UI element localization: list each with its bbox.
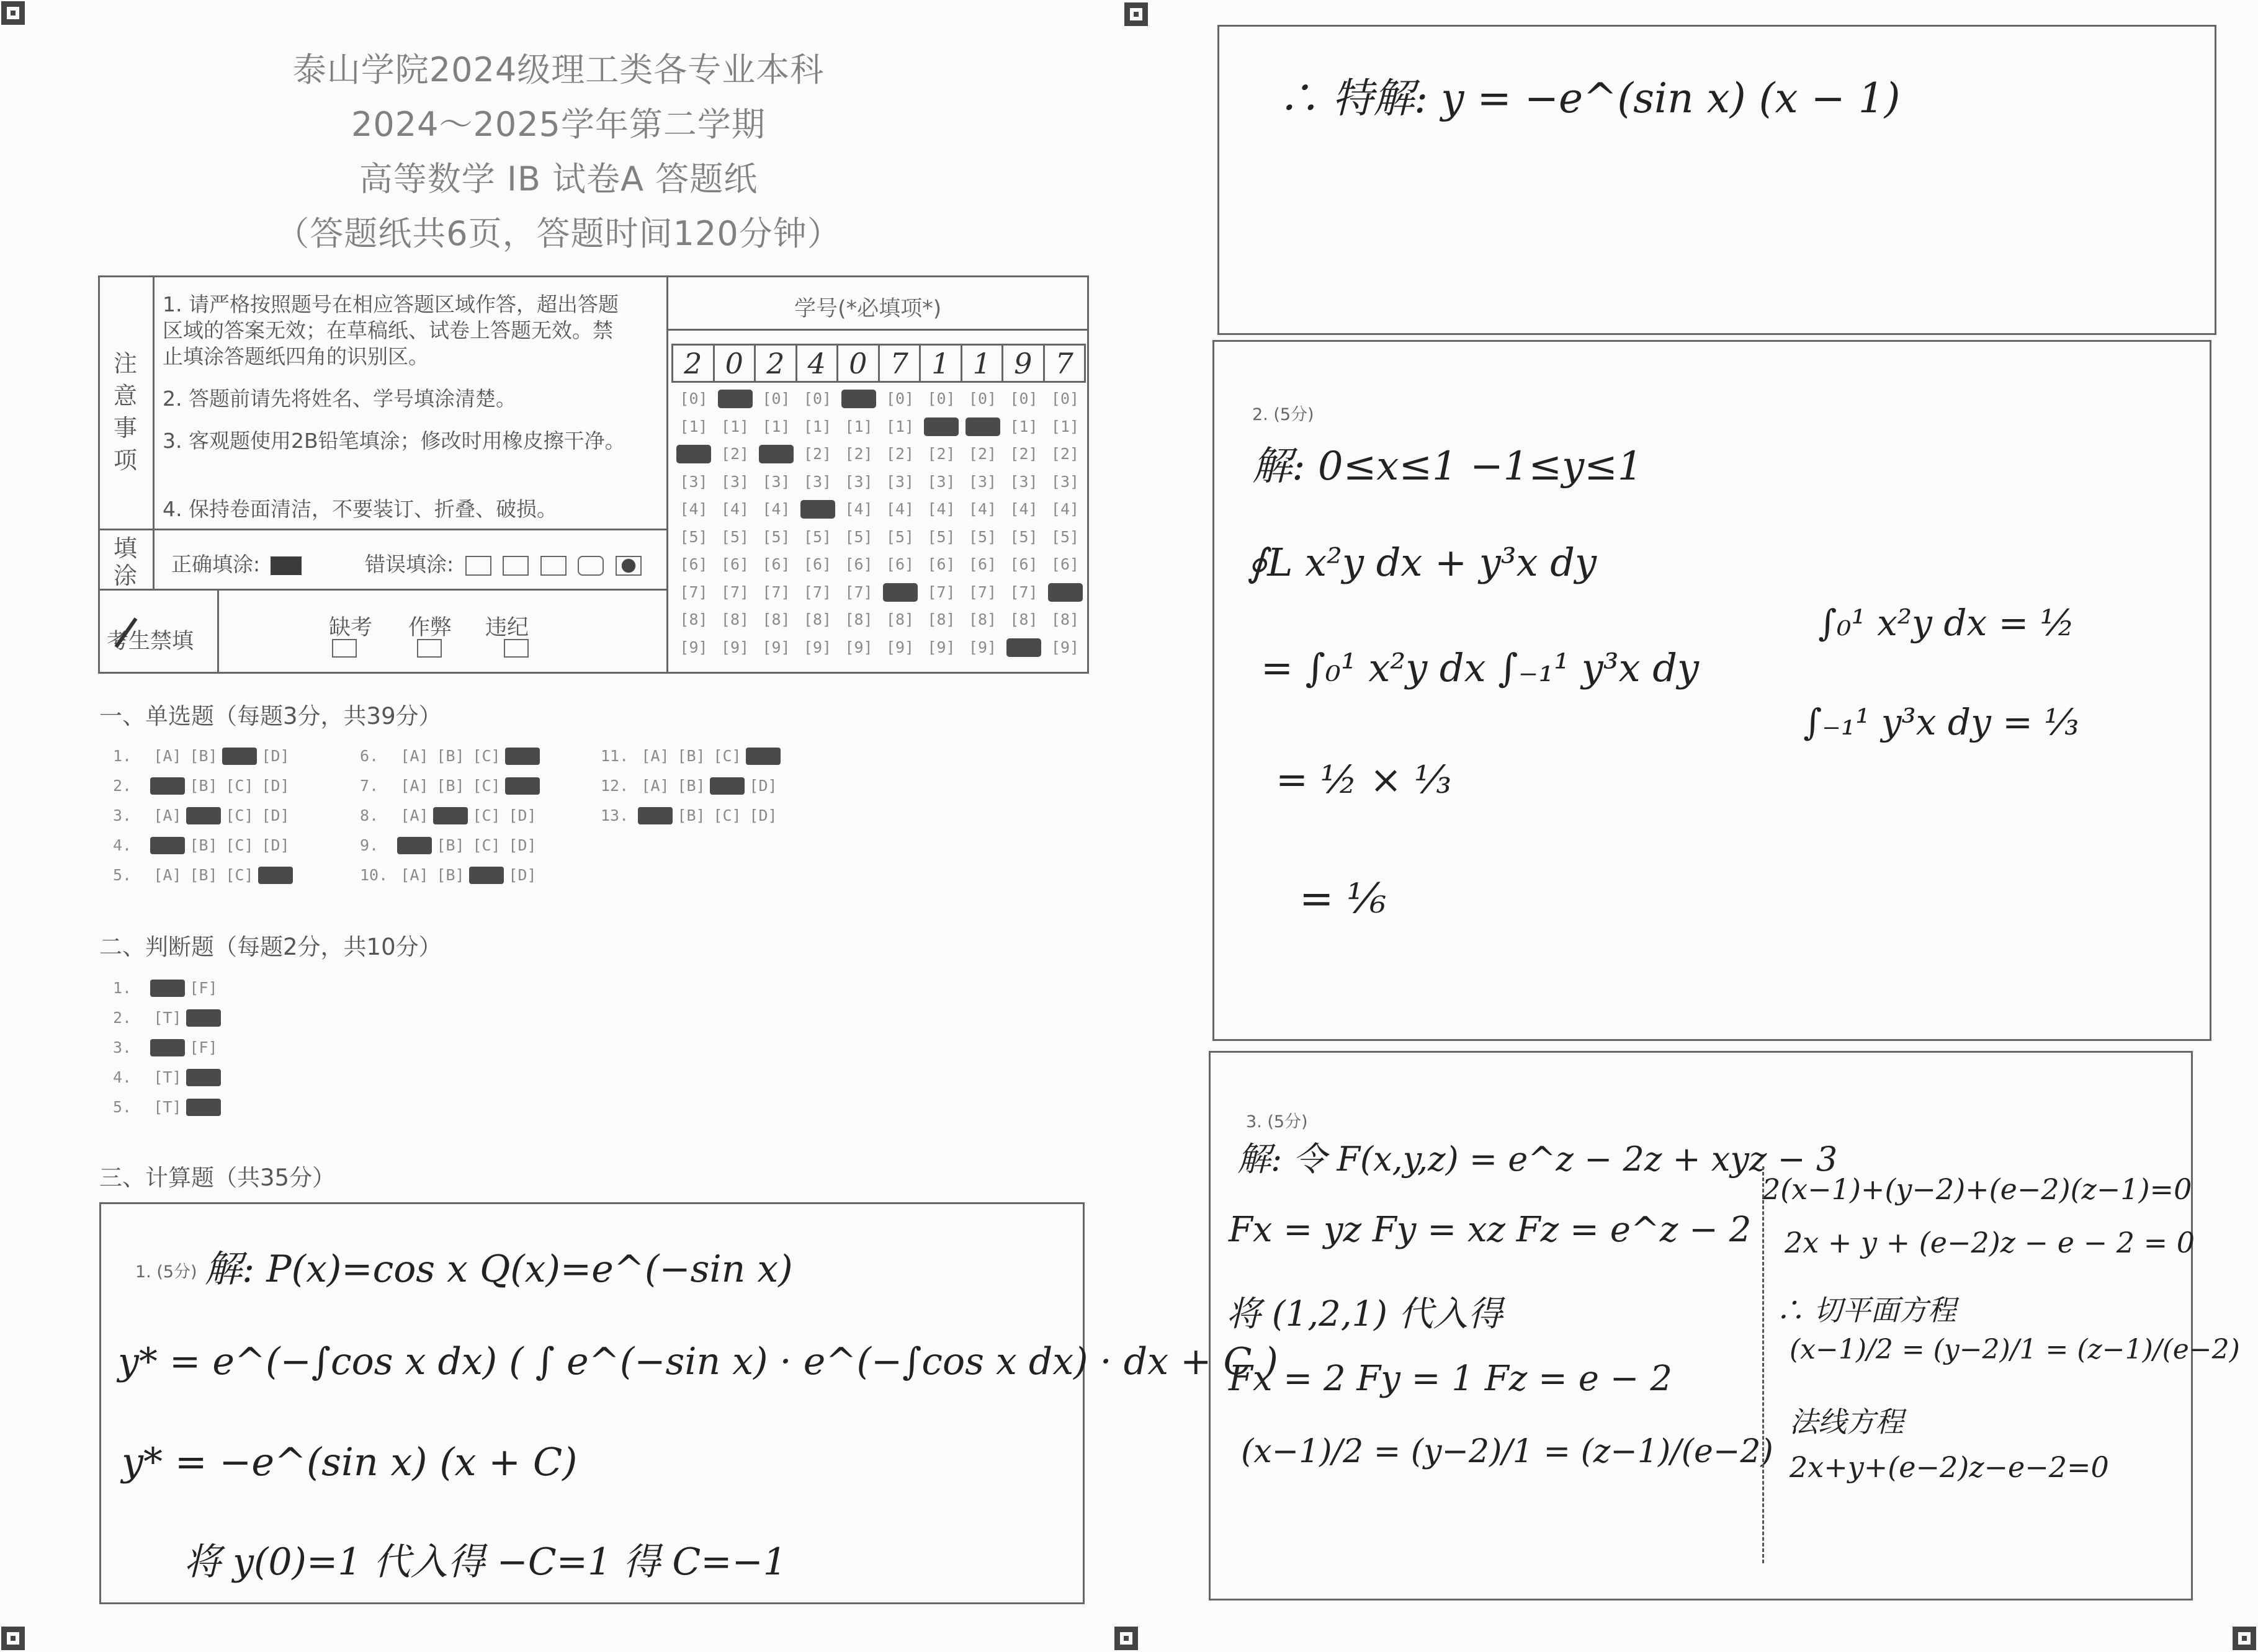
option-bubble-b[interactable]: [B]	[436, 747, 465, 765]
notice-item-1: 1. 请严格按照题号在相应答题区域作答，超出答题区域的答案无效；在草稿纸、试卷上答题无效。禁止填涂答题纸四角的识别区。	[163, 292, 619, 368]
student-id-bubble[interactable]	[676, 445, 711, 463]
q3-line2: Fx = yz Fy = xz Fz = e^z − 2	[1229, 1210, 1752, 1250]
option-bubble-c[interactable]: [C]	[713, 747, 741, 765]
wrong-fill-circle-icon	[578, 556, 604, 576]
single-choice-question	[113, 866, 294, 884]
student-id-bubble[interactable]: [4]	[1010, 500, 1038, 518]
student-id-bubble[interactable]	[883, 583, 918, 602]
student-id-bubble[interactable]: [3]	[720, 472, 750, 491]
student-id-digit-1: 2	[673, 345, 715, 382]
student-id-bubble[interactable]: [4]	[720, 500, 750, 518]
violation-label: 违纪	[485, 615, 529, 640]
option-bubble-a[interactable]: [A]	[641, 747, 670, 765]
true-false-question	[113, 1068, 222, 1086]
corner-marker-bottom-left	[1, 1627, 25, 1650]
student-id-bubble[interactable]: [2]	[845, 445, 873, 463]
section1-title: 一、单选题（每题3分，共39分）	[99, 703, 442, 730]
student-id-bubble[interactable]: [7]	[968, 583, 997, 601]
option-bubble-d[interactable]	[505, 748, 540, 765]
option-bubble-c[interactable]: [C]	[472, 836, 501, 854]
option-bubble-d[interactable]: [D]	[749, 777, 777, 795]
forbidden-divider	[217, 589, 219, 674]
student-id-bubble[interactable]: [9]	[845, 638, 873, 656]
question-number: 1.	[113, 747, 132, 765]
student-id-bubble[interactable]: [4]	[762, 500, 791, 518]
option-bubble-f[interactable]	[186, 1069, 221, 1086]
option-bubble-b[interactable]: [B]	[436, 836, 465, 854]
student-id-bubble[interactable]: [3]	[968, 472, 997, 491]
student-id-bubble[interactable]: [4]	[927, 500, 956, 518]
student-id-bubble[interactable]: [3]	[927, 472, 956, 491]
option-bubble-d[interactable]: [D]	[508, 836, 537, 854]
student-id-bubble[interactable]: [7]	[679, 583, 708, 601]
student-id-bubble[interactable]: [5]	[679, 527, 708, 546]
q3-line4: Fx = 2 Fy = 1 Fz = e − 2	[1229, 1359, 1673, 1399]
q1-line4: 将 y(0)=1 代入得 −C=1 得 C=−1	[184, 1540, 787, 1584]
q2-tag: 2. (5分)	[1252, 405, 1314, 424]
q3-line3: 将 (1,2,1) 代入得	[1226, 1294, 1503, 1334]
single-choice-question	[113, 747, 294, 765]
student-id-bubble[interactable]: [9]	[927, 638, 956, 656]
forbidden-label: 考生禁填	[107, 629, 194, 654]
student-id-bubble[interactable]: [0]	[927, 390, 956, 408]
student-id-bubble[interactable]: [8]	[803, 610, 832, 628]
option-bubble-t[interactable]	[150, 980, 185, 997]
option-bubble-c[interactable]	[710, 777, 745, 795]
option-bubble-a[interactable]: [A]	[400, 806, 429, 824]
question-number: 12.	[601, 777, 629, 795]
question-number: 10.	[360, 866, 388, 884]
student-id-bubble[interactable]: [3]	[679, 472, 708, 491]
option-bubble-a[interactable]	[150, 837, 185, 854]
violation-checkbox[interactable]	[504, 639, 529, 658]
option-bubble-b[interactable]: [B]	[436, 866, 465, 884]
q3-line1: 解: 令 F(x,y,z) = e^z − 2z + xyz − 3	[1237, 1140, 1838, 1179]
single-choice-question	[113, 777, 294, 795]
option-bubble-a[interactable]	[397, 837, 432, 854]
question-number: 6.	[360, 747, 379, 765]
corner-marker-bottom-mid	[1114, 1627, 1138, 1650]
student-id-bubble[interactable]: [1]	[720, 417, 750, 435]
student-id-bubble[interactable]: [4]	[885, 500, 915, 518]
single-choice-question	[601, 806, 782, 824]
question-number: 8.	[360, 806, 379, 824]
option-bubble-t[interactable]	[150, 1039, 185, 1056]
student-id-bubble[interactable]: [9]	[679, 638, 708, 656]
q2-line2: ∮L x²y dx + y³x dy	[1247, 540, 1597, 585]
student-id-bubble[interactable]: [3]	[1051, 472, 1080, 491]
option-bubble-a[interactable]: [A]	[153, 747, 182, 765]
corner-marker-top-left	[1, 1, 25, 25]
student-id-bubble[interactable]: [5]	[762, 527, 791, 546]
student-id-bubble[interactable]: [8]	[968, 610, 997, 628]
option-bubble-t[interactable]: [T]	[153, 1009, 182, 1027]
student-id-bubble[interactable]: [1]	[803, 417, 832, 435]
student-id-bubble[interactable]	[718, 390, 753, 408]
student-id-bubble[interactable]: [4]	[968, 500, 997, 518]
true-false-question	[113, 1098, 222, 1116]
student-id-bubble[interactable]: [2]	[803, 445, 832, 463]
student-id-bubble[interactable]: [8]	[762, 610, 791, 628]
option-bubble-d[interactable]	[258, 867, 293, 884]
absent-checkbox[interactable]	[332, 639, 357, 658]
student-id-bubble[interactable]: [5]	[803, 527, 832, 546]
question-number: 5.	[113, 1098, 132, 1116]
student-id-bubble[interactable]: [7]	[927, 583, 956, 601]
student-id-digit-5: 0	[838, 345, 880, 382]
student-id-bubble[interactable]: [0]	[803, 390, 832, 408]
student-id-label: 学号(*必填项*)	[794, 297, 942, 321]
option-bubble-a[interactable]: [A]	[400, 866, 429, 884]
student-id-bubble[interactable]: [1]	[885, 417, 915, 435]
student-id-digit-7: 1	[921, 345, 962, 382]
q1-line2: y* = e^(−∫cos x dx) ( ∫ e^(−sin x) · e^(−∫cos x dx) · dx + C )	[118, 1340, 1278, 1383]
question-number: 11.	[601, 747, 629, 765]
single-choice-question	[360, 866, 541, 884]
student-id-bubble[interactable]: [9]	[968, 638, 997, 656]
fill-label: 填涂	[114, 535, 138, 589]
q3-right6: 2x+y+(e−2)z−e−2=0	[1790, 1450, 2109, 1484]
student-id-bubble[interactable]: [2]	[885, 445, 915, 463]
notice-item-3: 3. 客观题使用2B铅笔填涂；修改时用橡皮擦干净。	[163, 429, 625, 453]
option-bubble-f[interactable]	[186, 1009, 221, 1027]
option-bubble-t[interactable]: [T]	[153, 1098, 182, 1116]
student-id-bubble[interactable]	[924, 417, 959, 436]
q3-right3: ∴ 切平面方程	[1776, 1293, 1956, 1327]
q2-side1: ∫₀¹ x²y dx = ½	[1818, 602, 2075, 644]
student-id-bubble[interactable]: [6]	[1051, 555, 1080, 573]
true-false-question	[113, 1038, 222, 1056]
student-id-bubble[interactable]: [9]	[885, 638, 915, 656]
option-bubble-d[interactable]: [D]	[261, 836, 290, 854]
student-id-bubble[interactable]: [0]	[968, 390, 997, 408]
q1-line1: 解: P(x)=cos x Q(x)=e^(−sin x)	[205, 1248, 793, 1291]
exam-title-line2: 2024～2025学年第二学期	[351, 105, 766, 144]
option-bubble-d[interactable]	[505, 777, 540, 795]
option-bubble-b[interactable]: [B]	[436, 777, 465, 795]
student-id-bubble[interactable]: [3]	[845, 472, 873, 491]
student-id-digit-8: 1	[962, 345, 1004, 382]
question-number: 4.	[113, 1068, 132, 1086]
option-bubble-b[interactable]: [B]	[189, 836, 218, 854]
exam-title-line3: 高等数学 IB 试卷A 答题纸	[359, 159, 758, 199]
student-id-bubble[interactable]: [6]	[845, 555, 873, 573]
option-bubble-d[interactable]: [D]	[508, 866, 537, 884]
student-id-bubble[interactable]: [1]	[762, 417, 791, 435]
fill-bottom-line	[98, 589, 668, 591]
cheat-label: 作弊	[408, 615, 452, 640]
question-number: 3.	[113, 806, 132, 824]
option-bubble-b[interactable]: [B]	[677, 806, 706, 824]
student-id-bubble[interactable]: [8]	[679, 610, 708, 628]
student-id-bubble[interactable]	[1048, 583, 1083, 602]
cheat-checkbox[interactable]	[417, 639, 442, 658]
single-choice-question	[360, 747, 541, 765]
question-number: 1.	[113, 979, 132, 997]
student-id-bubble[interactable]: [0]	[679, 390, 708, 408]
notice-bottom-line	[98, 529, 668, 530]
single-choice-question	[360, 777, 541, 795]
student-id-digit-2: 0	[715, 345, 756, 382]
info-divider	[666, 275, 668, 674]
question-number: 13.	[601, 806, 629, 824]
q1-line5: ∴ 特解: y = −e^(sin x) (x − 1)	[1278, 74, 1901, 122]
student-id-bubble[interactable]: [0]	[1010, 390, 1038, 408]
student-id-bubble[interactable]	[841, 390, 876, 408]
question-number: 9.	[360, 836, 379, 854]
option-bubble-d[interactable]: [D]	[508, 806, 537, 824]
student-id-bubble[interactable]: [2]	[1051, 445, 1080, 463]
option-bubble-a[interactable]: [A]	[153, 806, 182, 824]
q3-column-divider	[1762, 1166, 1766, 1563]
student-id-bubble[interactable]: [6]	[720, 555, 750, 573]
exam-title-line1: 泰山学院2024级理工类各专业本科	[292, 50, 825, 89]
corner-marker-top-mid	[1124, 2, 1148, 26]
correct-fill-swatch	[271, 556, 302, 575]
student-id-bubble[interactable]: [8]	[1051, 610, 1080, 628]
student-id-bubble[interactable]: [1]	[845, 417, 873, 435]
section3-title: 三、计算题（共35分）	[99, 1164, 336, 1191]
student-id-digit-9: 9	[1003, 345, 1045, 382]
student-id-bubble[interactable]: [0]	[885, 390, 915, 408]
option-bubble-c[interactable]: [C]	[713, 806, 741, 824]
q2-side2: ∫₋₁¹ y³x dy = ⅓	[1803, 701, 2079, 743]
student-id-bubble[interactable]: [7]	[762, 583, 791, 601]
option-bubble-a[interactable]	[150, 777, 185, 795]
student-id-bubble[interactable]: [3]	[885, 472, 915, 491]
option-bubble-c[interactable]: [C]	[472, 777, 501, 795]
student-id-bubble[interactable]: [9]	[803, 638, 832, 656]
notice-item-2: 2. 答题前请先将姓名、学号填涂清楚。	[163, 386, 516, 411]
q2-line1: 解: 0≤x≤1 −1≤y≤1	[1252, 444, 1643, 489]
student-id-bubble[interactable]: [3]	[1010, 472, 1038, 491]
student-id-bubble[interactable]: [8]	[885, 610, 915, 628]
question-number: 2.	[113, 777, 132, 795]
student-id-bubble[interactable]	[965, 417, 1000, 436]
student-id-bubble[interactable]: [1]	[679, 417, 708, 435]
student-id-bubble[interactable]: [7]	[1010, 583, 1038, 601]
option-bubble-b[interactable]: [B]	[189, 777, 218, 795]
label-column-divider	[153, 275, 155, 589]
section2-title: 二、判断题（每题2分，共10分）	[99, 934, 442, 960]
student-id-bubble[interactable]: [4]	[679, 500, 708, 518]
student-id-digit-3: 2	[756, 345, 797, 382]
q2-line4: = ½ × ⅓	[1276, 757, 1452, 802]
option-bubble-t[interactable]: [T]	[153, 1068, 182, 1086]
option-bubble-c[interactable]	[469, 867, 504, 884]
option-bubble-f[interactable]: [F]	[189, 979, 218, 997]
student-id-bubble[interactable]: [5]	[927, 527, 956, 546]
option-bubble-c[interactable]: [C]	[225, 777, 254, 795]
option-bubble-c[interactable]	[222, 748, 257, 765]
student-id-bubble[interactable]: [5]	[1010, 527, 1038, 546]
q3-right2: 2x + y + (e−2)z − e − 2 = 0	[1785, 1226, 2195, 1259]
student-id-bubble[interactable]: [6]	[679, 555, 708, 573]
option-bubble-c[interactable]: [C]	[472, 806, 501, 824]
wrong-fill-sample	[365, 548, 642, 578]
student-id-bubble[interactable]: [9]	[1051, 638, 1080, 656]
wrong-fill-cross-icon	[503, 556, 529, 576]
student-id-bubble[interactable]: [2]	[1010, 445, 1038, 463]
student-id-bubble[interactable]: [6]	[762, 555, 791, 573]
wrong-fill-dot-icon	[616, 556, 642, 576]
question-number: 2.	[113, 1009, 132, 1027]
student-id-top-line	[666, 329, 1089, 331]
student-id-bubble[interactable]: [5]	[845, 527, 873, 546]
student-id-bubble[interactable]: [5]	[968, 527, 997, 546]
student-id-bubble[interactable]: [3]	[803, 472, 832, 491]
option-bubble-b[interactable]: [B]	[189, 866, 218, 884]
option-bubble-f[interactable]	[186, 1099, 221, 1116]
wrong-fill-label: 错误填涂:	[365, 552, 454, 576]
question-number: 4.	[113, 836, 132, 854]
correct-fill-sample	[171, 548, 302, 578]
exam-title-line4: （答题纸共6页，答题时间120分钟）	[276, 214, 841, 253]
student-id-bubble[interactable]: [0]	[1051, 390, 1080, 408]
option-bubble-f[interactable]: [F]	[189, 1038, 218, 1056]
student-id-bubble[interactable]: [6]	[885, 555, 915, 573]
correct-fill-label: 正确填涂:	[171, 552, 261, 576]
student-id-bubble[interactable]: [0]	[762, 390, 791, 408]
student-id-digit-10: 7	[1045, 345, 1086, 382]
q3-right5: 法线方程	[1790, 1405, 1904, 1439]
q1-line3: y* = −e^(sin x) (x + C)	[122, 1439, 578, 1485]
student-id-bubble[interactable]: [9]	[720, 638, 750, 656]
student-id-digit-6: 7	[880, 345, 921, 382]
q3-right4: (x−1)/2 = (y−2)/1 = (z−1)/(e−2)	[1790, 1334, 2240, 1365]
question-number: 5.	[113, 866, 132, 884]
student-id-bubble[interactable]: [6]	[1010, 555, 1038, 573]
option-bubble-b[interactable]: [B]	[677, 777, 706, 795]
q3-right1: 2(x−1)+(y−2)+(e−2)(z−1)=0	[1762, 1172, 2192, 1206]
question-number: 3.	[113, 1038, 132, 1056]
option-bubble-c[interactable]: [C]	[472, 747, 501, 765]
student-id-bubble[interactable]: [7]	[803, 583, 832, 601]
option-bubble-a[interactable]: [A]	[153, 866, 182, 884]
option-bubble-a[interactable]	[638, 807, 673, 824]
student-id-bubble[interactable]	[759, 445, 794, 463]
option-bubble-a[interactable]: [A]	[400, 747, 429, 765]
student-id-bubble[interactable]: [8]	[927, 610, 956, 628]
student-id-bubble[interactable]: [7]	[720, 583, 750, 601]
option-bubble-b[interactable]: [B]	[189, 747, 218, 765]
wrong-fill-tick-icon	[465, 556, 491, 576]
student-id-bubble[interactable]	[1006, 638, 1041, 657]
student-id-bubble[interactable]: [9]	[762, 638, 791, 656]
option-bubble-d[interactable]: [D]	[261, 777, 290, 795]
student-id-bubble[interactable]: [8]	[720, 610, 750, 628]
option-bubble-b[interactable]	[433, 807, 468, 824]
option-bubble-b[interactable]	[186, 807, 221, 824]
student-id-bubble[interactable]: [3]	[762, 472, 791, 491]
student-id-bubble[interactable]: [2]	[720, 445, 750, 463]
option-bubble-b[interactable]: [B]	[677, 747, 706, 765]
q2-line3: = ∫₀¹ x²y dx ∫₋₁¹ y³x dy	[1261, 645, 1700, 690]
notice-label: 注意事项	[114, 350, 138, 474]
single-choice-question	[360, 806, 541, 824]
corner-marker-bottom-right	[2233, 1627, 2256, 1650]
option-bubble-d[interactable]: [D]	[261, 806, 290, 824]
q3-line5: (x−1)/2 = (y−2)/1 = (z−1)/(e−2)	[1241, 1433, 1773, 1470]
question-number: 7.	[360, 777, 379, 795]
notice-item-4: 4. 保持卷面清洁，不要装订、折叠、破损。	[163, 497, 557, 521]
student-id-bubble[interactable]	[800, 500, 835, 519]
single-choice-question	[601, 747, 782, 765]
student-id-bubble[interactable]: [4]	[845, 500, 873, 518]
student-id-bubble[interactable]: [7]	[845, 583, 873, 601]
q2-line5: = ⅙	[1299, 875, 1387, 922]
student-id-digit-4: 4	[797, 345, 839, 382]
single-choice-question	[113, 836, 294, 854]
q1-tag: 1. (5分)	[135, 1262, 197, 1282]
option-bubble-a[interactable]: [A]	[400, 777, 429, 795]
single-choice-question	[360, 836, 541, 854]
option-bubble-c[interactable]: [C]	[225, 866, 254, 884]
single-choice-question	[113, 806, 294, 824]
option-bubble-d[interactable]: [D]	[749, 806, 777, 824]
student-id-bubble[interactable]: [6]	[803, 555, 832, 573]
absent-label: 缺考	[329, 615, 373, 640]
student-id-bubble[interactable]: [5]	[885, 527, 915, 546]
option-bubble-a[interactable]: [A]	[641, 777, 670, 795]
student-id-bubble[interactable]: [5]	[1051, 527, 1080, 546]
student-id-bubble[interactable]: [4]	[1051, 500, 1080, 518]
option-bubble-c[interactable]: [C]	[225, 836, 254, 854]
student-id-bubble[interactable]: [1]	[1010, 417, 1038, 435]
option-bubble-d[interactable]	[746, 748, 781, 765]
option-bubble-c[interactable]: [C]	[225, 806, 254, 824]
student-id-bubble[interactable]: [2]	[927, 445, 956, 463]
option-bubble-d[interactable]: [D]	[261, 747, 290, 765]
student-id-bubble[interactable]: [8]	[1010, 610, 1038, 628]
student-id-bubble[interactable]: [5]	[720, 527, 750, 546]
student-id-bubble[interactable]: [2]	[968, 445, 997, 463]
student-id-bubble[interactable]: [6]	[927, 555, 956, 573]
student-id-bubble[interactable]: [1]	[1051, 417, 1080, 435]
true-false-question	[113, 1009, 222, 1027]
student-id-bubble[interactable]: [8]	[845, 610, 873, 628]
q3-tag: 3. (5分)	[1246, 1112, 1308, 1132]
wrong-fill-line-icon	[540, 556, 567, 576]
single-choice-question	[601, 777, 782, 795]
student-id-bubble[interactable]: [6]	[968, 555, 997, 573]
true-false-question	[113, 979, 222, 997]
